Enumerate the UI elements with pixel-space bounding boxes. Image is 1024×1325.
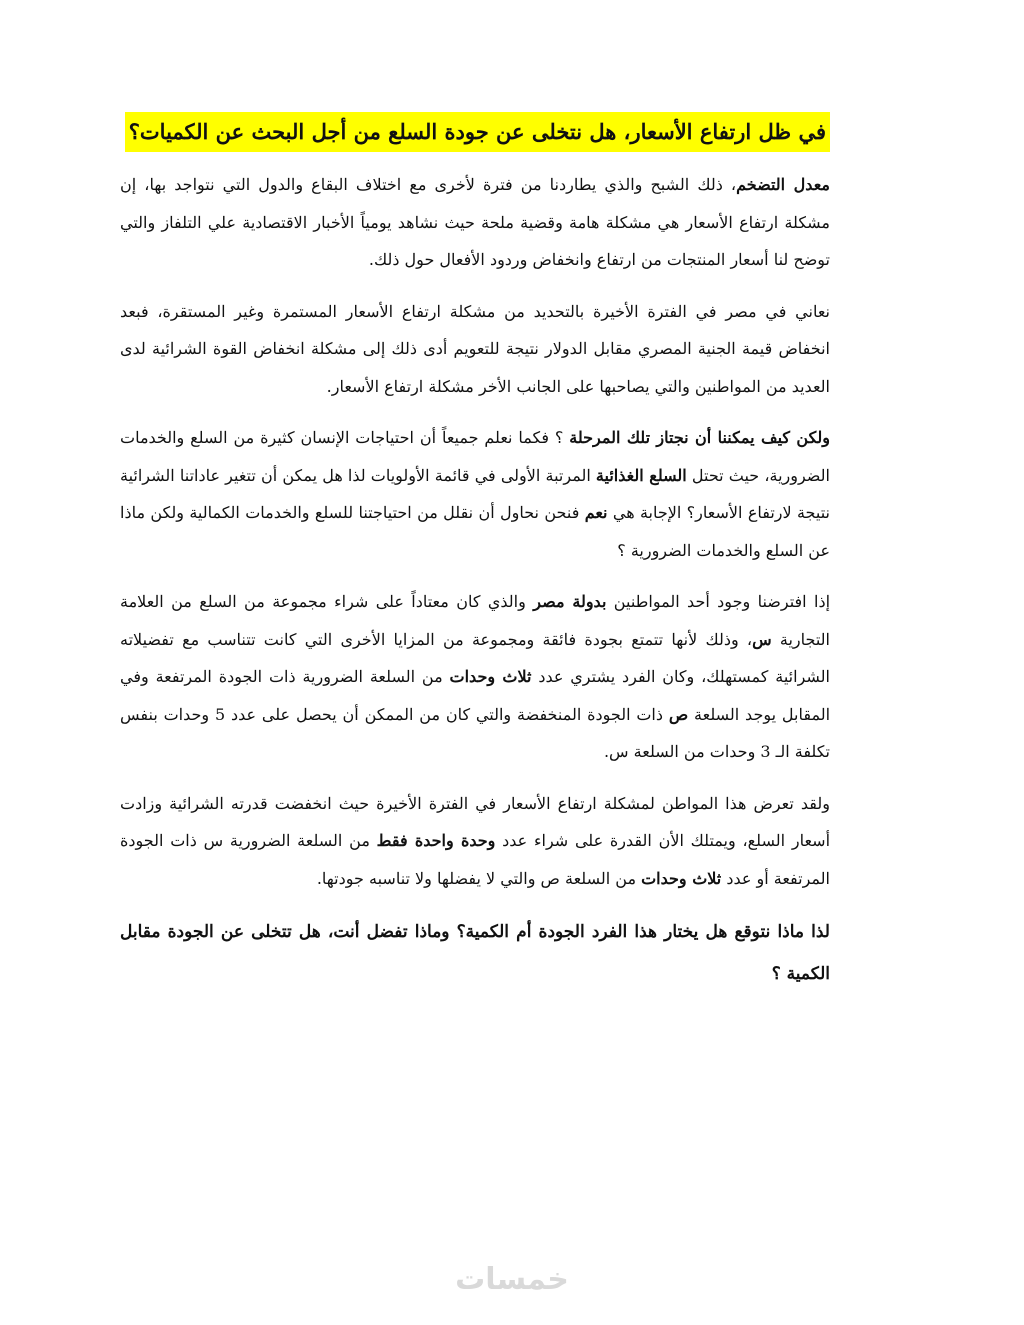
paragraph-text: ذات الجودة المنخفضة والتي كان من الممكن أن يحصل على عدد 5 وحدات بنفس تكلفة الـ 3 وحدات من السلعة س. xyxy=(120,704,830,761)
paragraph-how xyxy=(120,419,830,569)
paragraph-text: من السلعة ص والتي لا يفضلها ولا تناسبه جودتها. xyxy=(316,868,642,888)
paragraph-text: نعاني في مصر في الفترة الأخيرة بالتحديد من مشكلة ارتفاع الأسعار المستمرة وغير المستقرة، فبعد انخفاض قيمة الجنية المصري مقابل الدولار نتيجة للتعويم أدى ذلك إلى مشكلة انخفاض القوة الشرائية لدى العديد من المواطنين والتي يصاحبها على الجانب الأخر مشكلة ارتفاع الأسعار. xyxy=(120,301,830,396)
paragraph-text: إذا افترضنا وجود أحد المواطنين xyxy=(606,592,831,611)
bold-term: السلع الغذائية xyxy=(595,465,687,485)
paragraph-text: ، ذلك الشبح والذي يطاردنا من فترة لأخرى مع اختلاف البقاع والدول التي نتواجد بها، إن مشكلة ارتفاع الأسعار هي مشكلة هامة وقضية ملحة حيث نشاهد يومياً الأخبار الاقتصادية علي التلفاز والتي توضح لنا أسعار المنتجات من ارتفاع وانخفاض وردود الأفعال حول ذلك. xyxy=(120,175,830,269)
bold-term: بدولة مصر xyxy=(533,592,607,611)
paragraph-text: ، وذلك لأنها تتمتع بجودة فائقة ومجموعة من المزايا الأخرى التي كانت تتناسب مع تفضيلاته الشرائية كمستهلك، وكان الفرد يشتري عدد xyxy=(120,629,830,686)
closing-question: لذا ماذا نتوقع هل يختار هذا الفرد الجودة أم الكمية؟ وماذا تفضل أنت، هل تتخلى عن الجودة مقابل الكمية ؟ xyxy=(120,922,830,984)
bold-term: ثلاث وحدات xyxy=(641,868,722,888)
document-title: في ظل ارتفاع الأسعار، هل نتخلى عن جودة السلع من أجل البحث عن الكميات؟ xyxy=(125,112,830,152)
bold-term: ص xyxy=(668,704,689,724)
paragraph-text: من السلعة الضرورية س ذات الجودة المرتفعة أو عدد xyxy=(120,831,830,888)
paragraph-text: والذي كان معتاداً على شراء مجموعة من السلع من العلامة التجارية xyxy=(120,592,830,649)
paragraph-text: المرتبة الأولى في قائمة الأولويات لذا هل يمكن أن تتغير عاداتنا الشرائية نتيجة لارتفاع الأسعار؟ الإجابة هي xyxy=(120,465,830,522)
bold-term: نعم xyxy=(584,503,608,522)
paragraph-example xyxy=(120,583,830,771)
paragraph-text: فنحن نحاول أن نقلل من احتياجتنا للسلع والخدمات الكمالية ولكن ماذا عن السلع والخدمات الضرورية ؟ xyxy=(120,503,830,560)
paragraph-inflation xyxy=(120,166,830,279)
bold-term: معدل التضخم xyxy=(736,175,830,194)
paragraph-text: من السلعة الضرورية ذات الجودة المرتفعة وفي المقابل يوجد السلعة xyxy=(120,667,831,724)
document-page xyxy=(120,112,830,995)
bold-term: وحدة واحدة فقط xyxy=(376,831,496,850)
bold-term: س xyxy=(752,629,772,649)
paragraph-egypt xyxy=(120,293,830,406)
bold-term: ثلاث وحدات xyxy=(449,667,532,686)
paragraph-text: ؟ فكما نعلم جميعاً أن احتياجات الإنسان كثيرة من السلع والخدمات الضرورية، حيث تحتل xyxy=(120,428,831,485)
title-wrapper xyxy=(120,112,830,152)
bold-term: ولكن كيف يمكننا أن نجتاز تلك المرحلة xyxy=(569,428,831,447)
khamsat-watermark: خمسات xyxy=(455,1262,569,1297)
paragraph-price-rise xyxy=(120,785,830,898)
paragraph-text: ولقد تعرض هذا المواطن لمشكلة ارتفاع الأسعار في الفترة الأخيرة حيث انخفضت قدرته الشرائية وزادت أسعار السلع، ويمتلك الأن القدرة على شراء عدد xyxy=(120,793,831,850)
